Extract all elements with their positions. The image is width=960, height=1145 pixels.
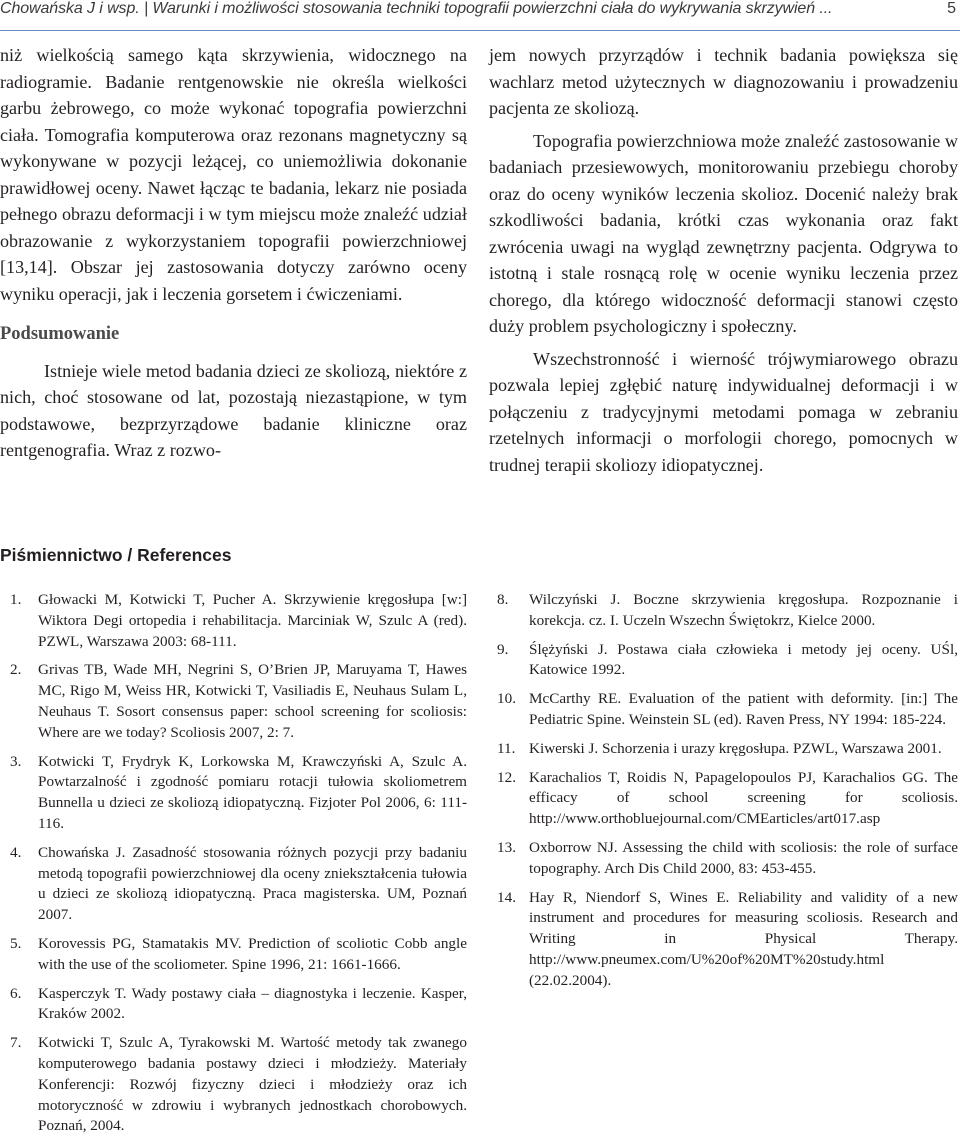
reference-number: 10. — [497, 690, 516, 708]
reference-text: Karachalios T, Roidis N, Papagelopoulos PJ, Karachalios GG. The efficacy of school screening for scoliosis. http://www.orthobluejournal.com/CMEarticles/art017.asp — [529, 768, 958, 828]
reference-list-right — [489, 590, 958, 1000]
header-title: Warunki i możliwości stosowania techniki topografii powierzchni ciała do wykrywania skrzywień ... — [152, 0, 833, 17]
reference-text: Korovessis PG, Stamatakis MV. Prediction of scoliotic Cobb angle with the use of the scoliometer. Spine 1996, 21: 1661-1666. — [38, 934, 467, 973]
reference-item — [0, 984, 467, 1026]
reference-item — [0, 1033, 467, 1137]
reference-number: 14. — [497, 888, 516, 906]
body-paragraph: Wszechstronność i wierność trójwymiarowego obrazu pozwala lepiej zgłębić naturę indywidualnej deformacji i w połączeniu z tradycyjnymi metodami pomaga w zebraniu rzetelnych informacji o morfologii chorego, pomocnych w trudnej terapii skoliozy idiopatycznej. — [489, 348, 958, 475]
reference-text: Chowańska J. Zasadność stosowania różnych pozycji przy badaniu metodą topografii powierzchniowej dla oceny zniekształcenia tułowia u dzieci ze skoliozą idiopatyczną. Praca magisterska. UM, Poznań 2007. — [38, 843, 467, 924]
references-heading: Piśmiennictwo / References — [0, 545, 232, 565]
right-column — [489, 42, 958, 478]
header-authors: Chowańska J i wsp. — [0, 0, 140, 17]
reference-number: 3. — [10, 752, 22, 770]
reference-text: Grivas TB, Wade MH, Negrini S, O’Brien JP, Maruyama T, Hawes MC, Rigo M, Weiss HR, Kotwicki T, Vasiliadis E, Neuhaus Sulam L, Neuhaus T. Sosort consensus paper: school screening for scoliosis: Where are we today? Scoliosis 2007, 2: 7. — [38, 661, 467, 741]
reference-item — [0, 752, 467, 835]
reference-number: 4. — [10, 843, 22, 861]
reference-number: 1. — [10, 591, 22, 608]
reference-number: 8. — [497, 591, 509, 608]
body-paragraph: Topografia powierzchniowa może znaleźć zastosowanie w badaniach przesiewowych, monitorowaniu przebiegu choroby oraz do oceny wyników leczenia skolioz. Docenić należy brak szkodliwości badania, krótki czas wykonania oraz fakt zwrócenia uwagi na wygląd zewnętrzny pacjenta. Odgrywa to istotną i stale rosnącą rolę w ocenie wyniku leczenia przez chorego, dla którego widoczność deformacji stanowi często duży problem psychologiczny i społeczny. — [489, 130, 958, 336]
running-title — [0, 0, 832, 18]
reference-item — [489, 739, 958, 760]
reference-text: Kasperczyk T. Wady postawy ciała – diagnostyka i leczenie. Kasper, Kraków 2002. — [38, 984, 467, 1023]
reference-text: Hay R, Niendorf S, Wines E. Reliability and validity of a new instrument and procedures for measuring scoliosis. Research and Writing in Physical Therapy. http://www.pneumex.com/U%20of%20MT%20study.html (22.02.2004). — [529, 888, 958, 989]
reference-text: Ślężyński J. Postawa ciała człowieka i metody jej oceny. UŚl, Katowice 1992. — [529, 640, 958, 679]
reference-text: Głowacki M, Kotwicki T, Pucher A. Skrzywienie kręgosłupa [w:] Wiktora Degi ortopedia i rehabilitacja. Marciniak W, Szulc A (red). PZWL, Warszawa 2003: 68-111. — [38, 591, 467, 650]
left-column — [0, 42, 467, 464]
reference-item — [489, 768, 958, 830]
reference-item — [489, 888, 958, 992]
reference-item — [0, 590, 467, 652]
page-number: 5 — [947, 0, 956, 17]
reference-number: 9. — [497, 640, 509, 658]
reference-item — [489, 838, 958, 880]
body-paragraph: niż wielkością samego kąta skrzywienia, widocznego na radiogramie. Badanie rentgenowskie nie określa wielkości garbu żebrowego, co może wykonać topografia powierzchni ciała. Tomografia komputerowa oraz rezonans magnetyczny są wykonywane w pozycji leżącej, co uniemożliwia dokonanie prawidłowej oceny. Nawet łącząc te badania, lekarz nie posiada pełnego obrazu deformacji i w tym miejscu może znaleźć udział obrazowanie z wykorzystaniem topografii powierzchniowej [13,14]. Obszar jej zastosowania dotyczy zarówno oceny wyniku operacji, jak i leczenia gorsetem i ćwiczeniami. — [0, 45, 467, 304]
reference-text: McCarthy RE. Evaluation of the patient with deformity. [in:] The Pediatric Spine. Weinstein SL (ed). Raven Press, NY 1994: 185-224. — [529, 690, 958, 728]
reference-list-left — [0, 590, 467, 1145]
reference-number: 12. — [497, 768, 516, 786]
reference-item — [0, 843, 467, 926]
reference-number: 6. — [10, 984, 22, 1002]
reference-number: 5. — [10, 934, 22, 952]
body-paragraph: jem nowych przyrządów i technik badania powiększa się wachlarz metod użytecznych w diagnozowaniu i prowadzeniu pacjenta ze skoliozą. — [489, 45, 958, 118]
reference-item — [489, 689, 958, 731]
reference-text: Kotwicki T, Frydryk K, Lorkowska M, Krawczyński A, Szulc A. Powtarzalność i zgodność pomiaru rotacji tułowia skoliometrem Bunnella u dzieci ze skoliozą idiopatyczną. Fizjoter Pol 2006, 6: 111-116. — [38, 752, 467, 832]
reference-text: Oxborrow NJ. Assessing the child with scoliosis: the role of surface topography. Arch Dis Child 2000, 83: 453-455. — [529, 838, 958, 877]
reference-number: 7. — [10, 1034, 22, 1052]
reference-text: Kiwerski J. Schorzenia i urazy kręgosłupa. PZWL, Warszawa 2001. — [529, 739, 942, 757]
reference-item — [489, 640, 958, 682]
reference-number: 2. — [10, 661, 22, 679]
reference-item — [489, 590, 958, 632]
reference-text: Wilczyński J. Boczne skrzywienia kręgosłupa. Rozpoznanie i korekcja. cz. I. Uczeln Wszechn Świętokrz, Kielce 2000. — [529, 591, 958, 629]
running-header — [0, 0, 960, 31]
section-heading-summary: Podsumowanie — [0, 324, 120, 344]
reference-number: 13. — [497, 838, 516, 856]
reference-number: 11. — [497, 739, 516, 757]
body-paragraph: Istnieje wiele metod badania dzieci ze skoliozą, niektóre z nich, choć stosowane od lat, pozostają niezastąpione, w tym podstawowe, bezprzyrządowe badanie kliniczne oraz rentgenografia. Wraz z rozwo- — [0, 360, 467, 460]
reference-item — [0, 934, 467, 976]
header-separator: | — [139, 0, 153, 17]
reference-text: Kotwicki T, Szulc A, Tyrakowski M. Wartość metody tak zwanego komputerowego badania postawy dzieci i młodzieży. Materiały Konferencji: Rozwój fizyczny dzieci i młodzieży oraz ich motoryczność w zdrowiu i wybranych jednostkach chorobowych. Poznań, 2004. — [38, 1034, 467, 1135]
reference-item — [0, 660, 467, 743]
